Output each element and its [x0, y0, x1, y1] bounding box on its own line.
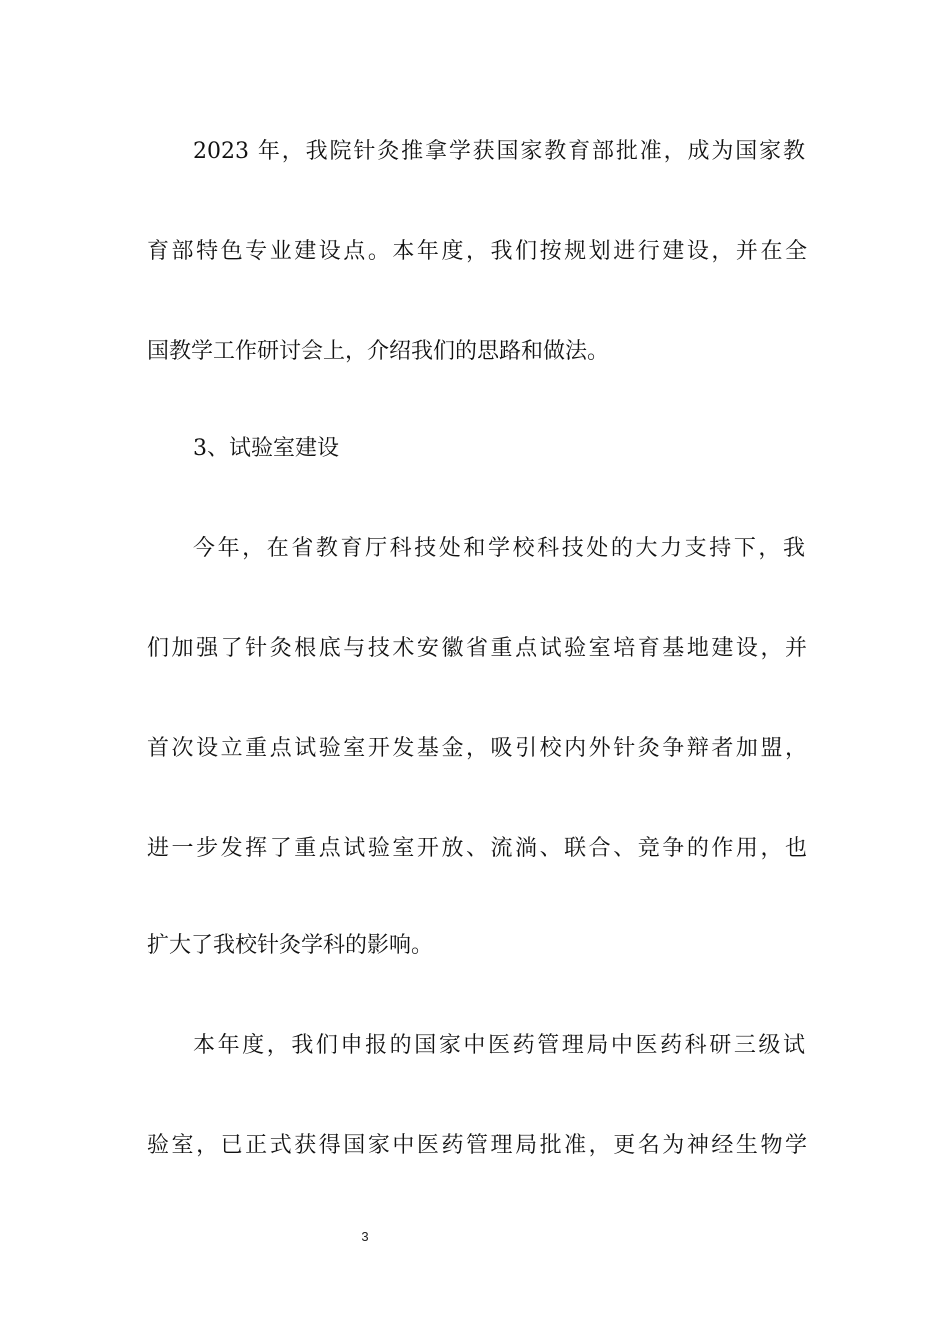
- paragraph-1-line-3: 国教学工作研讨会上，介绍我们的思路和做法。: [147, 339, 610, 364]
- paragraph-2-line-1: 今年，在省教育厅科技处和学校科技处的大力支持下，我: [193, 536, 805, 561]
- paragraph-3-line-2: 验室，已正式获得国家中医药管理局批准，更名为神经生物学: [147, 1133, 807, 1158]
- paragraph-2-line-3: 首次设立重点试验室开发基金，吸引校内外针灸争辩者加盟，: [147, 736, 807, 761]
- paragraph-1-line-1: 2023 年，我院针灸推拿学获国家教育部批准，成为国家教: [193, 139, 805, 164]
- paragraph-2-line-2: 们加强了针灸根底与技术安徽省重点试验室培育基地建设，并: [147, 636, 807, 661]
- page-number: 3: [361, 1229, 369, 1244]
- paragraph-1-line-2: 育部特色专业建设点。本年度，我们按规划进行建设，并在全: [147, 239, 807, 264]
- paragraph-3-line-1: 本年度，我们申报的国家中医药管理局中医药科研三级试: [193, 1033, 805, 1058]
- paragraph-2-line-4: 进一步发挥了重点试验室开放、流淌、联合、竞争的作用，也: [147, 836, 807, 861]
- paragraph-2-line-5: 扩大了我校针灸学科的影响。: [147, 933, 434, 958]
- section-heading: 3、试验室建设: [193, 436, 339, 461]
